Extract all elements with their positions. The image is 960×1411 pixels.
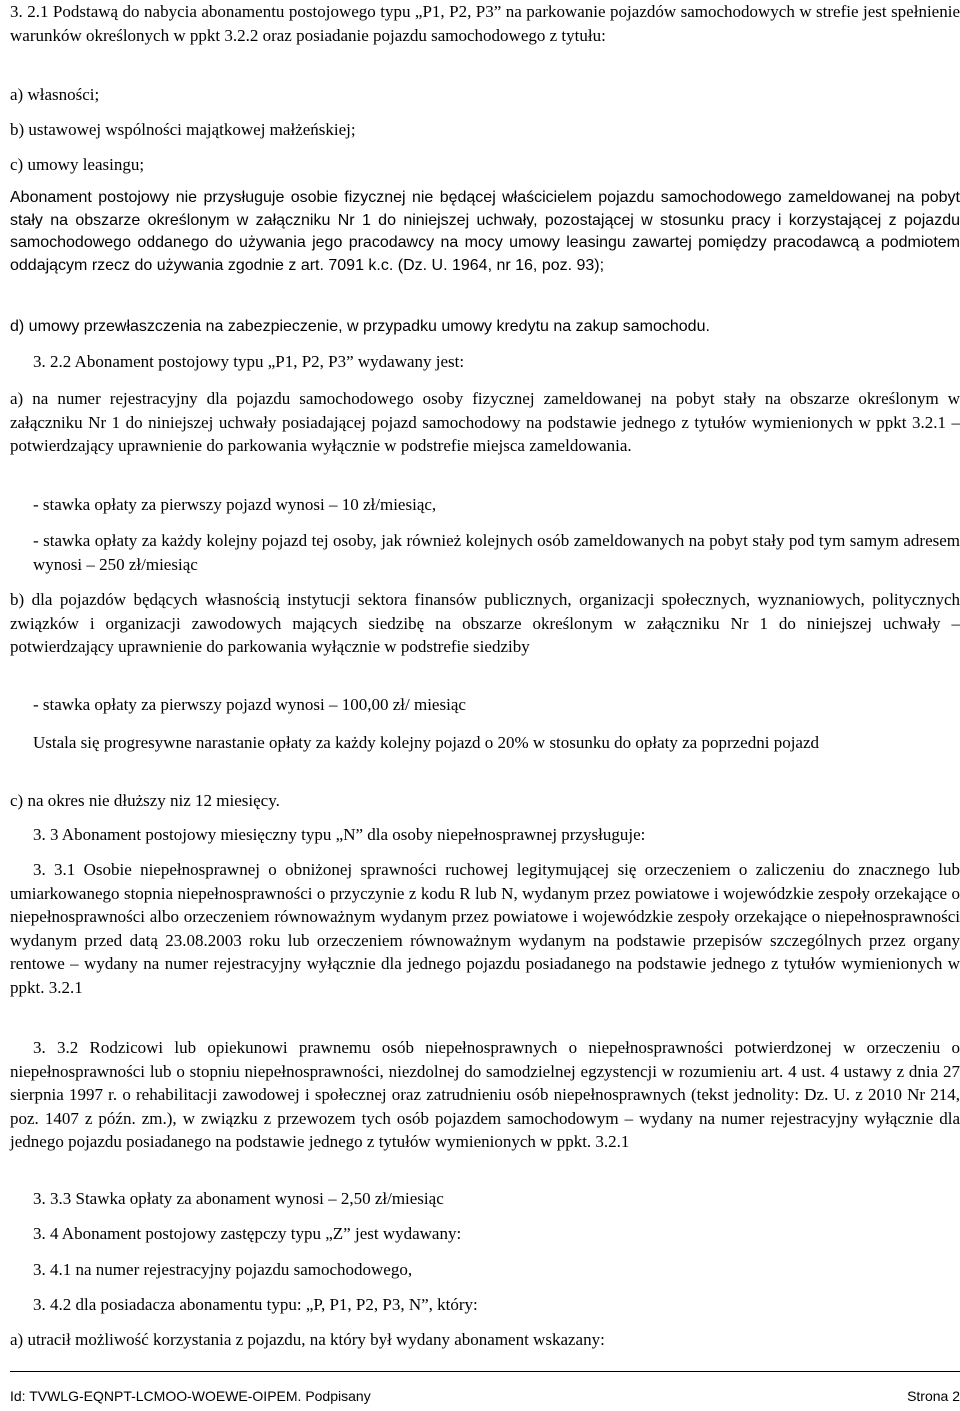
item-d-przewlaszczenie: d) umowy przewłaszczenia na zabezpieczenie, w przypadku umowy kredytu na zakup samochodu. <box>10 318 710 335</box>
paragraph-3-4: 3. 4 Abonament postojowy zastępczy typu „Z” jest wydawany: <box>33 1224 462 1243</box>
paragraph-abonament-nie-przysluguje: Abonament postojowy nie przysługuje osobie fizycznej nie będącej właścicielem pojazdu samochodowego zameldowanej na pobyt stały na obszarze określonym w załączniku Nr 1 do niniejszej uchwały, pozostającej w stosunku pracy i korzystającej z pojazdu samochodowego oddanego do używania jego pracodawcy na mocy umowy leasingu zawartej pomiędzy pracodawcą a podmiotem oddającym rzecz do używania zgodnie z art. 7091 k.c. (Dz. U. 1964, nr 16, poz. 93); <box>10 189 960 274</box>
item-b-instytucje: b) dla pojazdów będących własnością instytucji sektora finansów publicznych, organizacji społecznych, wyznaniowych, politycznych związków i organizacji zawodowych mających siedzibę na obszarze określonym w załączniku Nr 1 do niniejszej uchwały – potwierdzający uprawnienie do parkowania wyłącznie w podstrefie siedziby <box>10 590 960 656</box>
rate-first-vehicle: - stawka opłaty za pierwszy pojazd wynosi – 10 zł/miesiąc, <box>33 495 437 514</box>
paragraph-3-4-2: 3. 4.2 dla posiadacza abonamentu typu: „P, P1, P2, P3, N”, który: <box>33 1295 478 1314</box>
paragraph-3-3-3: 3. 3.3 Stawka opłaty za abonament wynosi – 2,50 zł/miesiąc <box>33 1189 444 1208</box>
paragraph-3-2-1: 3. 2.1 Podstawą do nabycia abonamentu postojowego typu „P1, P2, P3” na parkowanie pojazdów samochodowych w strefie jest spełnienie warunków określonych w ppkt 3.2.2 oraz posiadanie pojazdu samochodowego z tytułu: <box>10 2 960 45</box>
page-footer <box>10 1388 960 1404</box>
page-number: Strona 2 <box>907 1388 960 1404</box>
footer-divider <box>10 1371 960 1372</box>
progressive-rate-note: Ustala się progresywne narastanie opłaty za każdy kolejny pojazd o 20% w stosunku do opłaty za poprzedni pojazd <box>33 733 820 752</box>
paragraph-3-2-2: 3. 2.2 Abonament postojowy typu „P1, P2, P3” wydawany jest: <box>33 352 465 371</box>
item-a-utracil: a) utracił możliwość korzystania z pojazdu, na który był wydany abonament wskazany: <box>10 1330 605 1349</box>
item-a-wlasnosc: a) własności; <box>10 85 100 104</box>
item-b-wspolnosc: b) ustawowej wspólności majątkowej małżeńskiej; <box>10 120 356 139</box>
paragraph-3-3: 3. 3 Abonament postojowy miesięczny typu „N” dla osoby niepełnosprawnej przysługuje: <box>33 825 646 844</box>
item-c-okres: c) na okres nie dłuższy niz 12 miesięcy. <box>10 791 280 810</box>
rate-institution-first: - stawka opłaty za pierwszy pojazd wynosi – 100,00 zł/ miesiąc <box>33 695 466 714</box>
document-id: Id: TVWLG-EQNPT-LCMOO-WOEWE-OIPEM. Podpisany <box>10 1388 371 1404</box>
item-a-numer-rejestracyjny: a) na numer rejestracyjny dla pojazdu samochodowego osoby fizycznej zameldowanej na pobyt stały na obszarze określonym w załączniku Nr 1 do niniejszej uchwały posiadającej pojazd samochodowy na podstawie jednego z tytułów wymienionych w ppkt 3.2.1 – potwierdzający uprawnienie do parkowania wyłącznie w podstrefie miejsca zameldowania. <box>10 389 960 455</box>
paragraph-3-4-1: 3. 4.1 na numer rejestracyjny pojazdu samochodowego, <box>33 1260 413 1279</box>
item-c-leasing: c) umowy leasingu; <box>10 155 145 174</box>
paragraph-3-3-2: 3. 3.2 Rodzicowi lub opiekunowi prawnemu osób niepełnosprawnych o niepełnosprawności potwierdzonej w orzeczeniu o niepełnosprawności lub o stopniu niepełnosprawności, niezdolnej do samodzielnej egzystencji w rozumieniu art. 4 ust. 4 ustawy z dnia 27 sierpnia 1997 r. o rehabilitacji zawodowej i społecznej oraz zatrudnieniu osób niepełnosprawnych (tekst jednolity: Dz. U. z 2010 Nr 214, poz. 1407 z późn. zm.), w związku z przewozem tych osób pojazdem samochodowym – wydany na numer rejestracyjny wyłącznie dla jednego pojazdu posiadanego na podstawie jednego z tytułów wymienionych w ppkt. 3.2.1 <box>10 1038 960 1151</box>
rate-next-vehicle: - stawka opłaty za każdy kolejny pojazd tej osoby, jak również kolejnych osób zameldowanych na pobyt stały pod tym samym adresem wynosi – 250 zł/miesiąc <box>33 531 960 574</box>
paragraph-3-3-1: 3. 3.1 Osobie niepełnosprawnej o obniżonej sprawności ruchowej legitymującej się orzeczeniem o zaliczeniu do znacznego lub umiarkowanego stopnia niepełnosprawności o przyczynie z kodu R lub N, wydanym przez powiatowe i wojewódzkie zespoły orzekające o niepełnosprawności albo orzeczeniem równoważnym wydanym przez powiatowe i wojewódzkie zespoły orzekające o niepełnosprawności wydanym przed datą 23.08.2003 roku lub orzeczeniem równoważnym wydanym na podstawie przepisów szczególnych przez organy rentowe – wydany na numer rejestracyjny wyłącznie dla jednego pojazdu posiadanego na podstawie jednego z tytułów wymienionych w ppkt. 3.2.1 <box>10 860 960 997</box>
